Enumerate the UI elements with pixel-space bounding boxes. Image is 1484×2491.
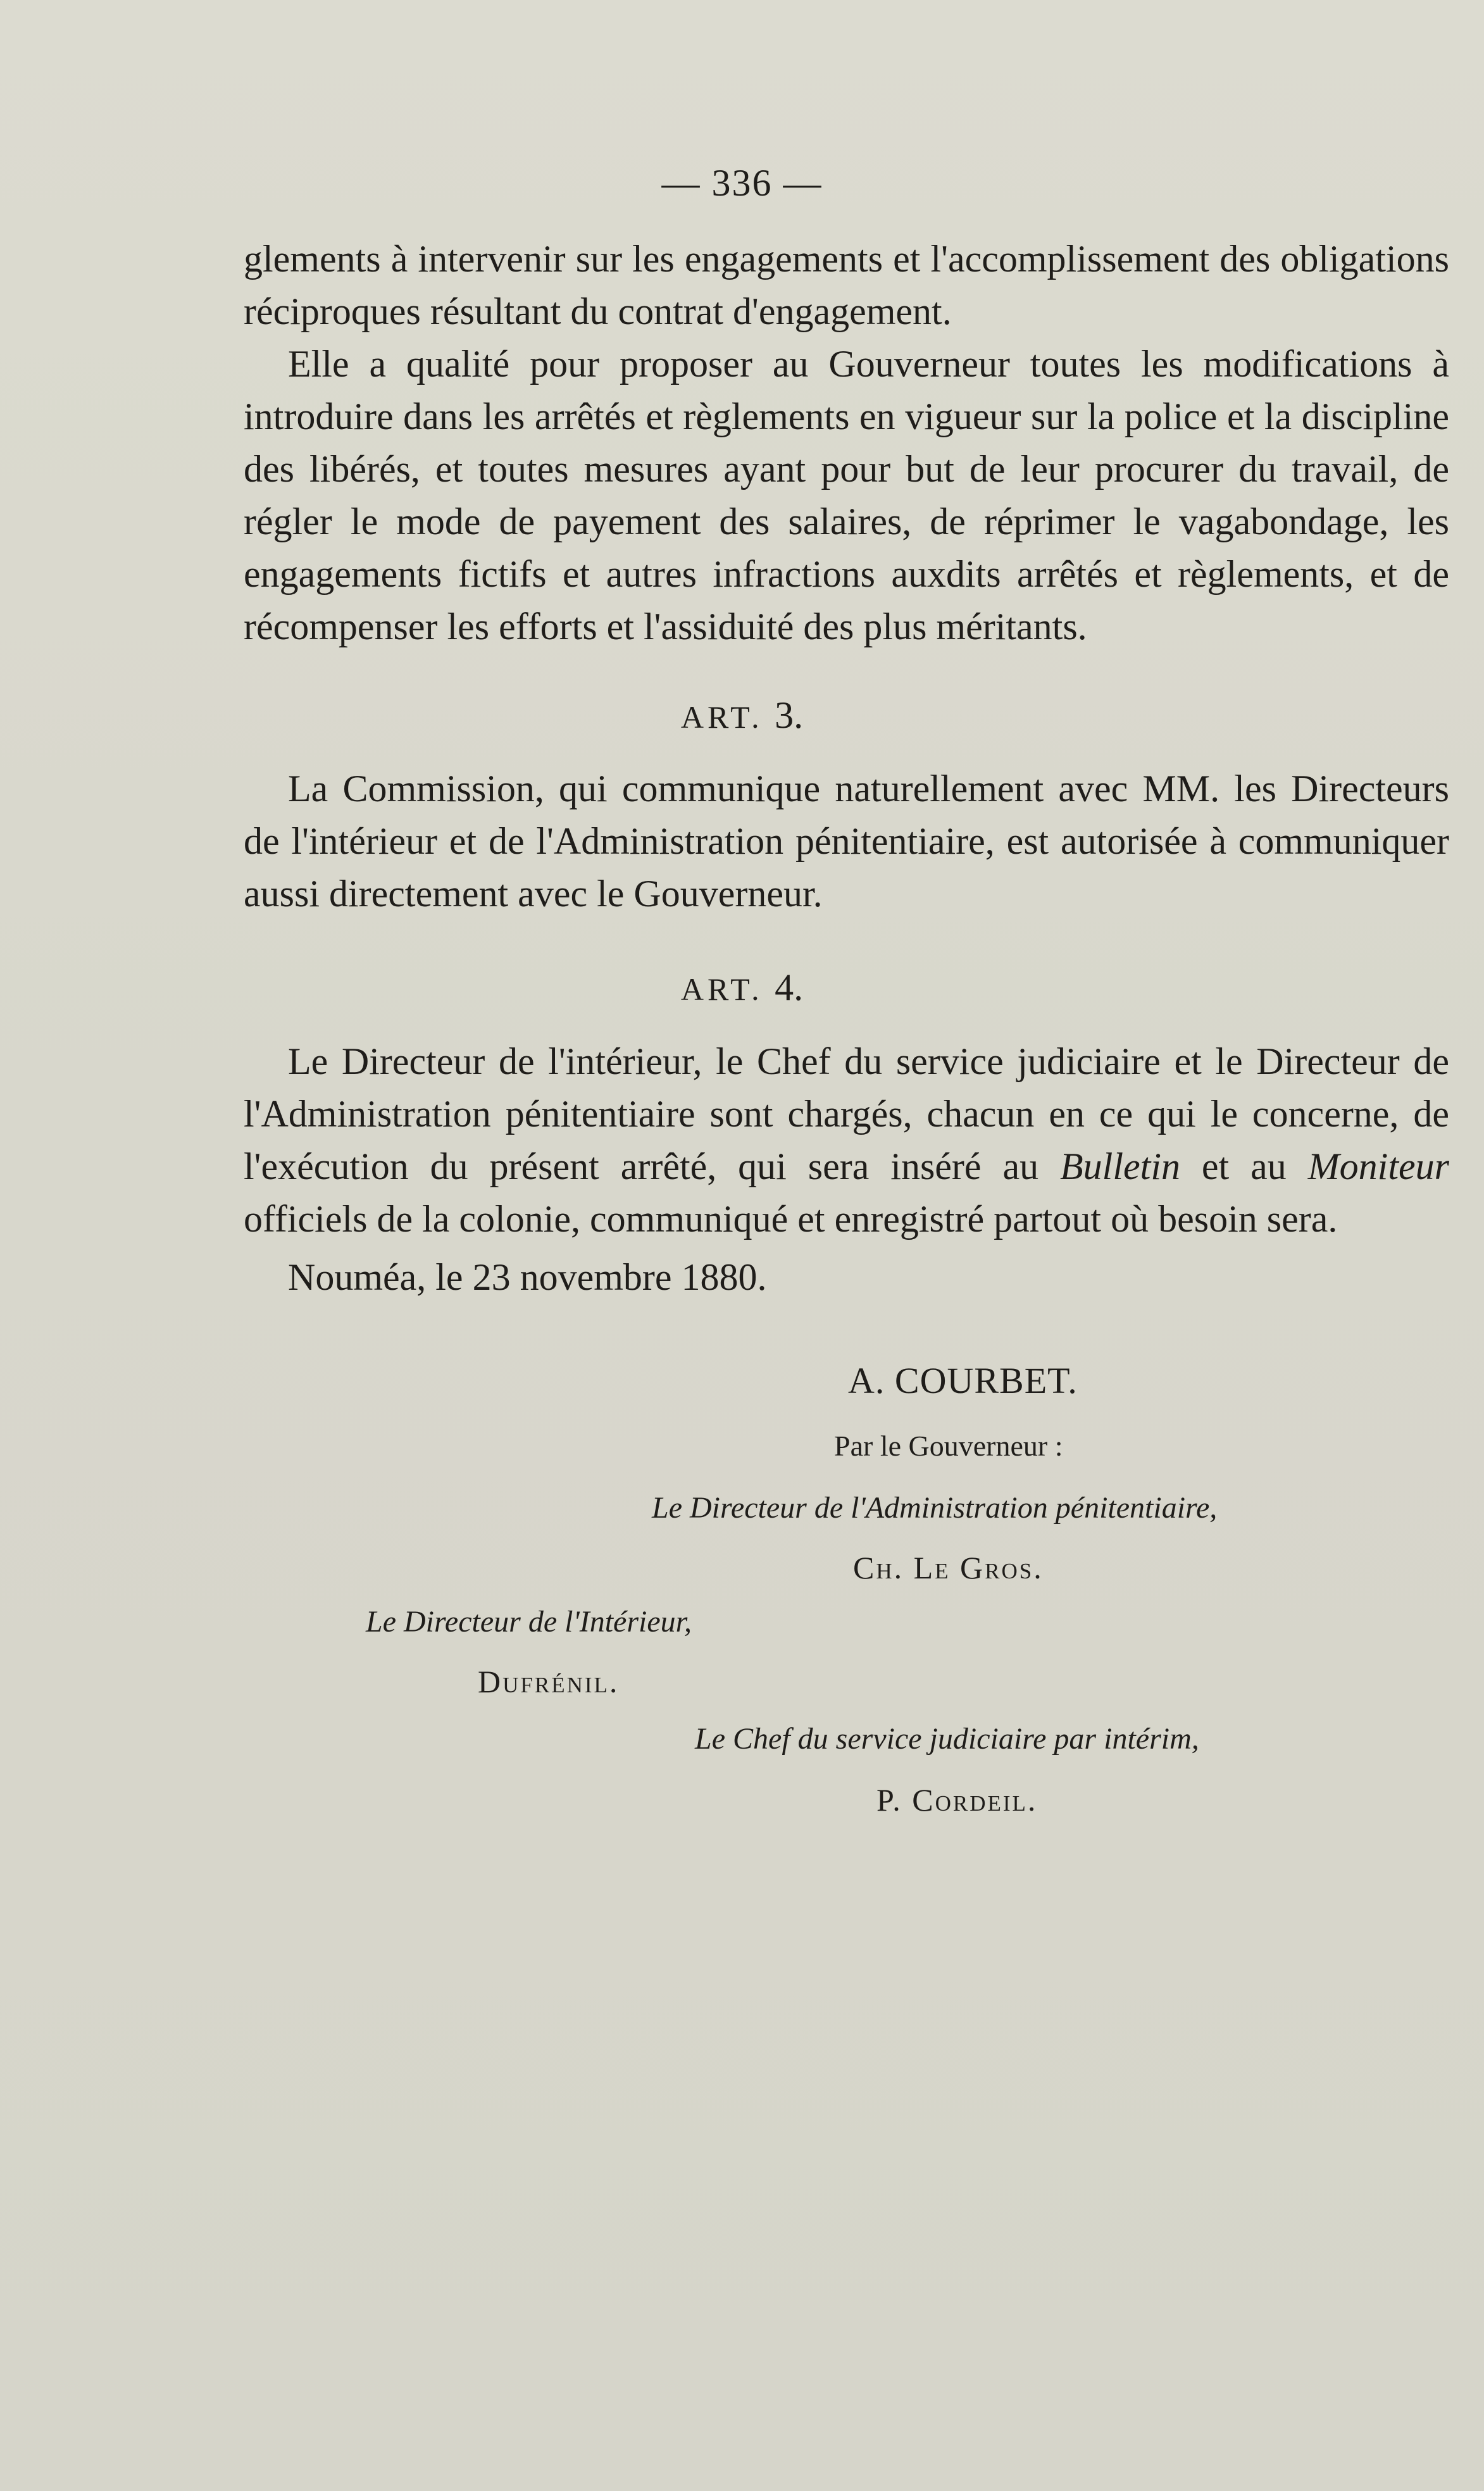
paragraph-continuation (244, 233, 1449, 338)
bulletin-title: Bulletin (1060, 1146, 1180, 1187)
article-3-body (244, 763, 1449, 920)
page-number: — 336 — (661, 162, 823, 204)
moniteur-title: Moniteur (1307, 1146, 1450, 1187)
date-line-block (244, 1251, 1449, 1304)
article-4-number: 4. (775, 966, 804, 1008)
article-4-text-part-3: officiels de la colonie, communiqué et enregistré partout où besoin sera. (244, 1198, 1338, 1240)
article-4-heading (0, 966, 1484, 1009)
article-4-text (244, 1035, 1449, 1246)
signature-governor: A. COURBET. (848, 1360, 1078, 1401)
article-4-text-part-1: Le Directeur de l'intérieur, le Chef du service judiciaire et le Directeur de l'Administration pénitentiaire sont chargés, chacun en ce qui le concerne, de l'exécution du présent arrêté, qui sera inséré au (244, 1040, 1449, 1187)
signature-dufrenil: Dufrénil. (478, 1664, 620, 1699)
article-3-heading (0, 694, 1484, 737)
paragraph-commission-powers (244, 338, 1449, 653)
date-line: Nouméa, le 23 novembre 1880. (288, 1256, 767, 1298)
par-le-gouverneur: Par le Gouverneur : (834, 1430, 1063, 1462)
paragraph-commission-powers-text: Elle a qualité pour proposer au Gouverneur toutes les modifications à introduire dans les arrêtés et règlements en vigueur sur la police et la discipline des libérés, et toutes mesures ayant pour but de leur procurer du travail, de régler le mode de payement des salaires, de réprimer le vagabondage, les engagements fictifs et autres infractions auxdits arrêtés et règlements, et de récompenser les efforts et l'assiduité des plus méritants. (244, 343, 1449, 647)
article-3-number: 3. (775, 694, 804, 736)
article-4-text-part-2: et au (1180, 1146, 1308, 1187)
article-3-text: La Commission, qui communique naturellement avec MM. les Directeurs de l'intérieur et de l'Administration pénitentiaire, est autorisée à communiquer aussi directement avec le Gouverneur. (244, 768, 1449, 915)
directeur-interieur-title: Le Directeur de l'Intérieur, (366, 1605, 692, 1639)
directeur-administration-title: Le Directeur de l'Administration pénitentiaire, (652, 1491, 1218, 1525)
article-4-label: ART. (680, 971, 763, 1007)
article-3-label: ART. (680, 699, 763, 735)
chef-service-judiciaire-title: Le Chef du service judiciaire par intérim, (695, 1722, 1199, 1756)
paragraph-continuation-text: glements à intervenir sur les engagements et l'accomplissement des obligations réciproques résultant du contrat d'engagement. (244, 238, 1449, 332)
article-4-body (244, 1035, 1449, 1246)
signature-le-gros: Ch. Le Gros. (853, 1550, 1044, 1585)
signature-cordeil: P. Cordeil. (876, 1782, 1038, 1818)
